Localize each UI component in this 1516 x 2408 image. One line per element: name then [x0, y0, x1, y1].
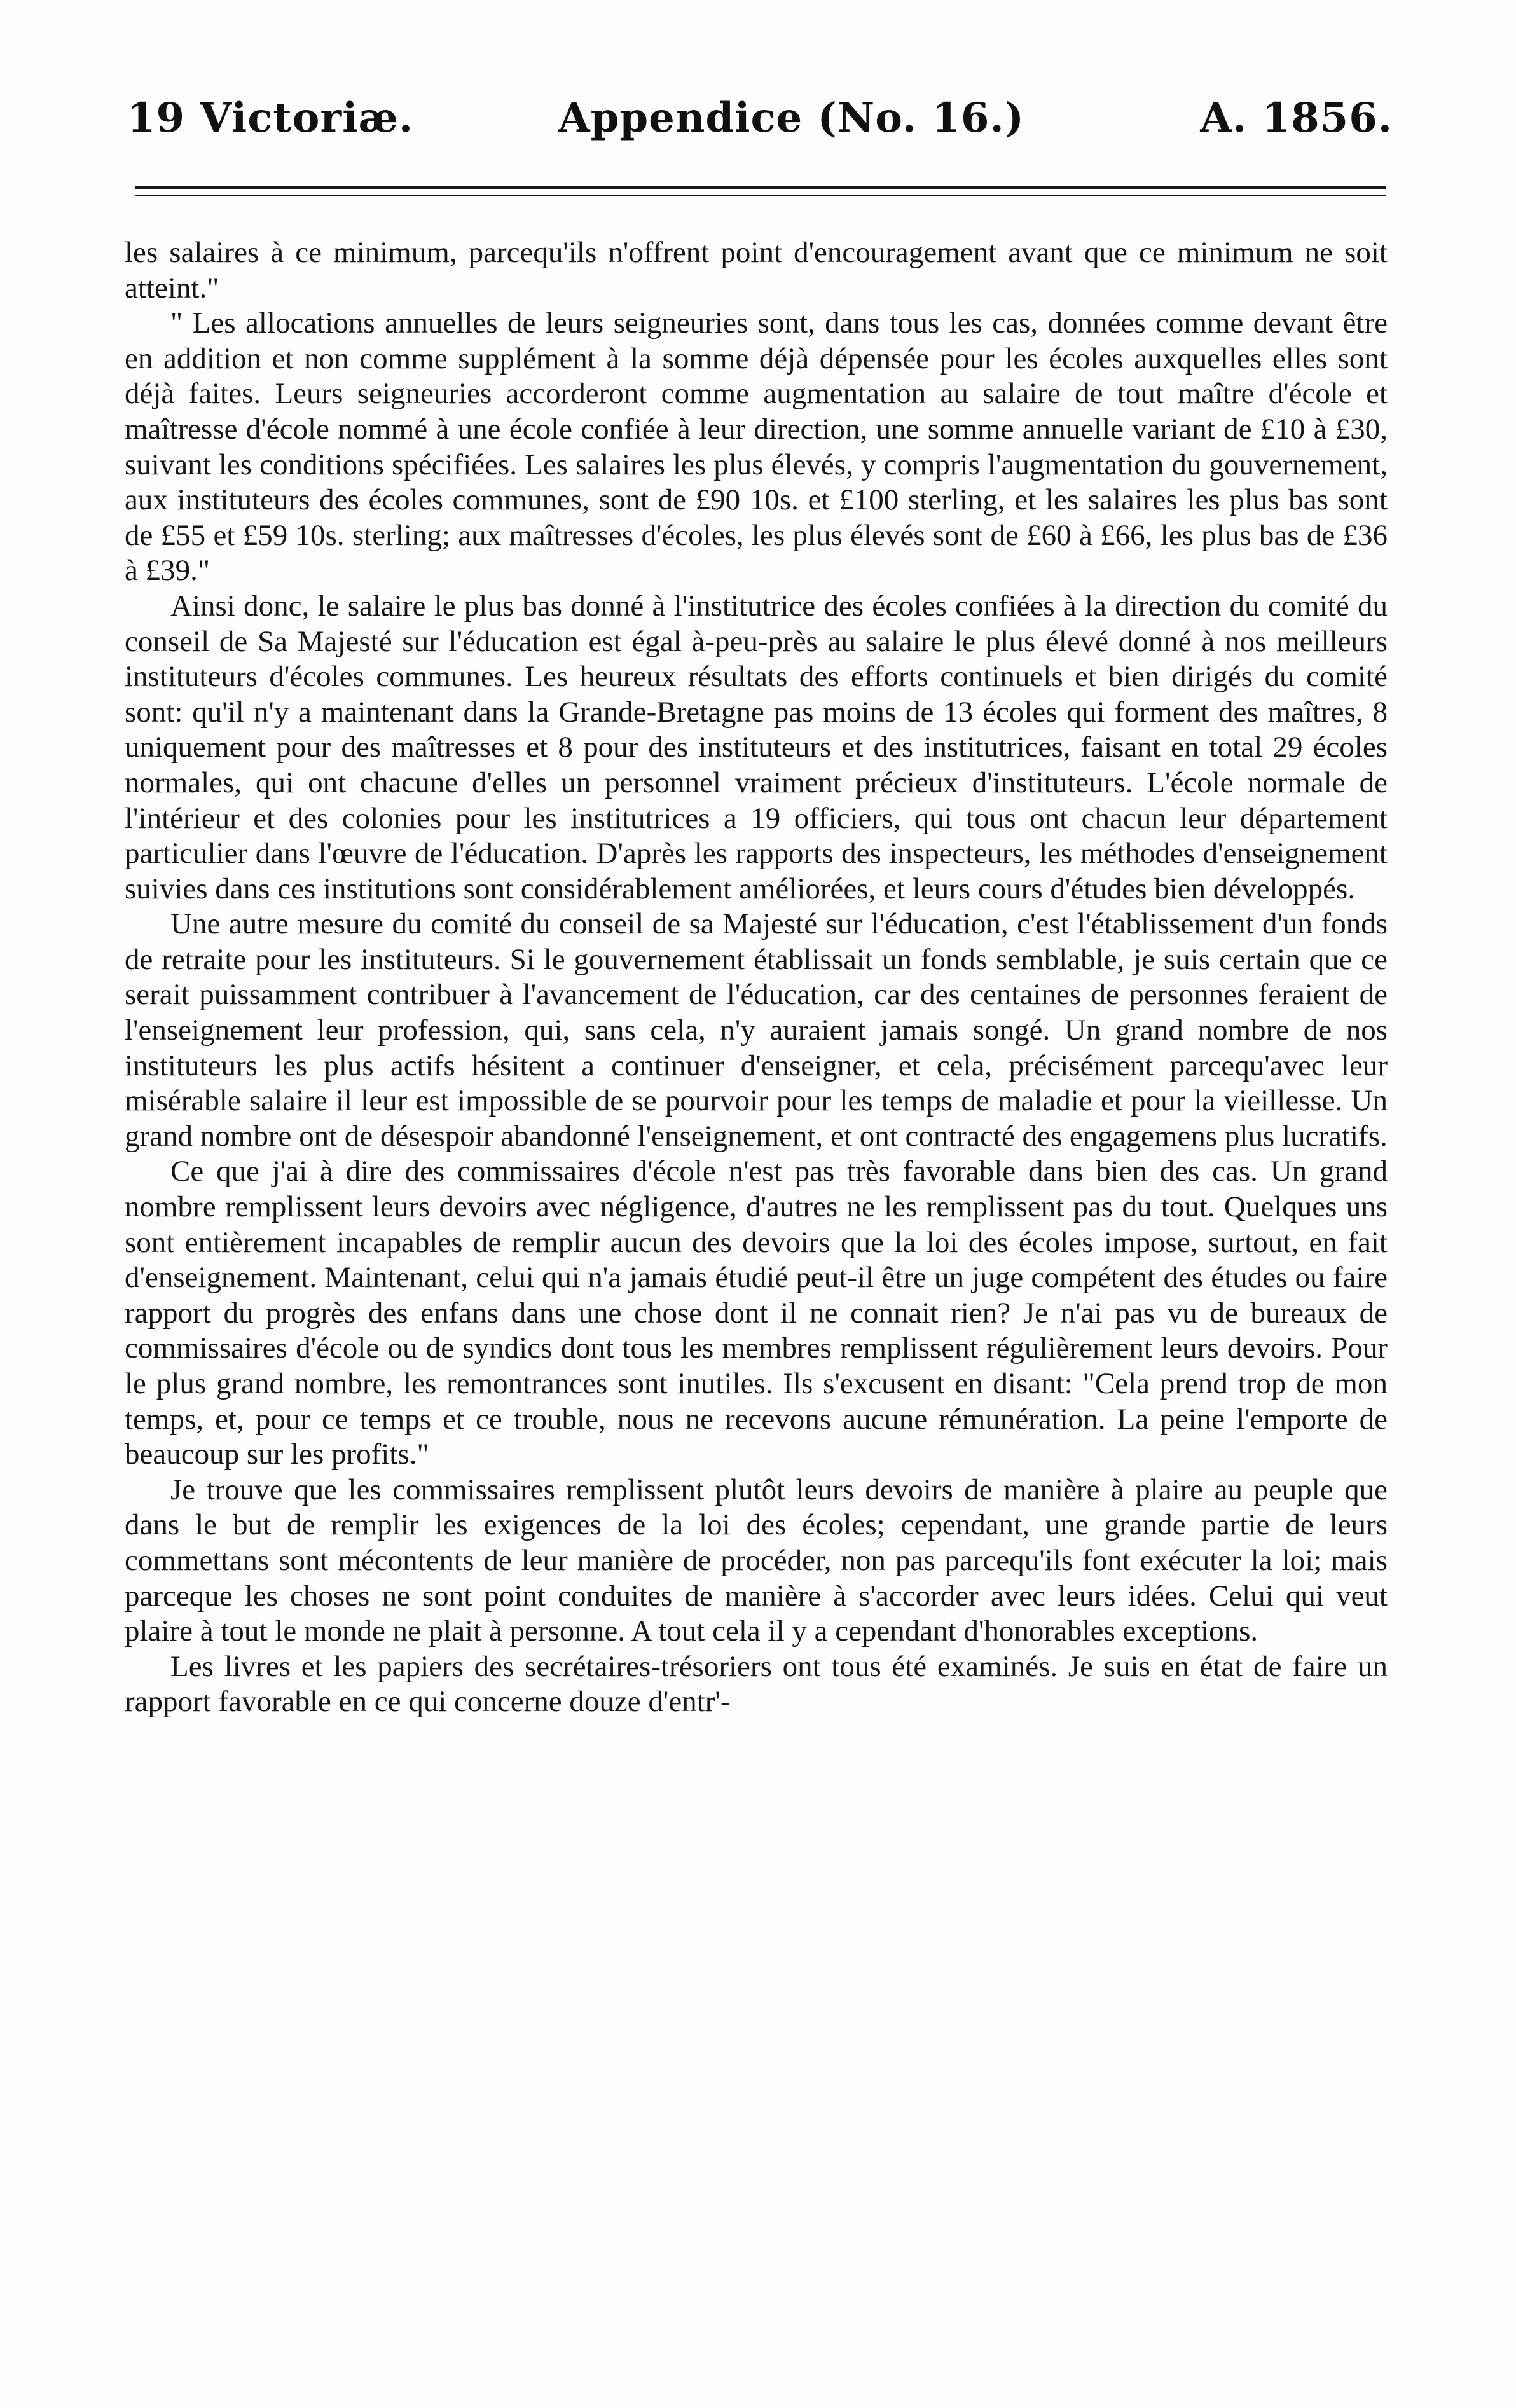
header-session: 19 Victoriæ. [127, 94, 414, 142]
header-title: Appendice (No. 16.) [558, 94, 1024, 142]
header-rule-thin [135, 195, 1386, 196]
paragraph-continuation: les salaires à ce minimum, parcequ'ils n'offrent point d'encouragement avant que ce minimum ne soit atteint." [125, 236, 1388, 305]
paragraph-allocations-quote: " Les allocations annuelles de leurs seigneuries sont, dans tous les cas, données comme devant être en addition et non comme supplément à la somme déjà dépensée pour les écoles auxquelles elles sont déjà faites. Leurs seigneuries accorderont comme augmentation au salaire de tout maître d'école et maîtresse d'école nommé à une école confiée à leur direction, une somme annuelle variant de £10 à £30, suivant les conditions spécifiées. Les salaires les plus élevés, y compris l'augmentation du gouvernement, aux instituteurs des écoles communes, sont de £90 10s. et £100 sterling, et les salaires les plus bas sont de £55 et £59 10s. sterling; aux maîtresses d'écoles, les plus élevés sont de £60 à £66, les plus bas de £36 à £39." [125, 306, 1388, 588]
body-text [125, 235, 1388, 1720]
paragraph-secretaires-tresoriers: Les livres et les papiers des secrétaires-trésoriers ont tous été examinés. Je suis en état de faire un rapport favorable en ce qui concerne douze d'entr'- [125, 1649, 1388, 1719]
running-header [127, 94, 1393, 158]
paragraph-commissaires: Ce que j'ai à dire des commissaires d'école n'est pas très favorable dans bien des cas. Un grand nombre remplissent leurs devoirs avec négligence, d'autres ne les remplissent pas du tout. Quelques uns sont entièrement incapables de remplir aucun des devoirs que la loi des écoles impose, surtout, en fait d'enseignement. Maintenant, celui qui n'a jamais étudié peut-il être un juge compétent des études ou faire rapport du progrès des enfans dans une chose dont il ne connait rien? Je n'ai pas vu de bureaux de commissaires d'école ou de syndics dont tous les membres remplissent régulièrement leurs devoirs. Pour le plus grand nombre, les remontrances sont inutiles. Ils s'excusent en disant: "Cela prend trop de mon temps, et, pour ce temps et ce trouble, nous ne recevons aucune rémunération. La peine l'emporte de beaucoup sur les profits." [125, 1155, 1388, 1471]
header-year: A. 1856. [1200, 94, 1393, 142]
paragraph-salaire-institutrice: Ainsi donc, le salaire le plus bas donné à l'institutrice des écoles confiées à la direction du comité du conseil de Sa Majesté sur l'éducation est égal à-peu-près au salaire le plus élevé donné à nos meilleurs instituteurs d'écoles communes. Les heureux résultats des efforts continuels et bien dirigés du comité sont: qu'il n'y a maintenant dans la Grande-Bretagne pas moins de 13 écoles qui forment des maîtres, 8 uniquement pour des maîtresses et 8 pour des instituteurs et des institutrices, faisant en total 29 écoles normales, qui ont chacune d'elles un personnel vraiment précieux d'instituteurs. L'école normale de l'intérieur et des colonies pour les institutrices a 19 officiers, qui tous ont chacun leur département particulier dans l'œuvre de l'éducation. D'après les rapports des inspecteurs, les méthodes d'enseignement suivies dans ces institutions sont considérablement améliorées, et leurs cours d'études bien développés. [125, 589, 1388, 905]
paragraph-fonds-retraite: Une autre mesure du comité du conseil de sa Majesté sur l'éducation, c'est l'établissement d'un fonds de retraite pour les instituteurs. Si le gouvernement établissait un fonds semblable, je suis certain que ce serait puissamment contribuer à l'avancement de l'éducation, car des centaines de personnes feraient de l'enseignement leur profession, qui, sans cela, n'y auraient jamais songé. Un grand nombre de nos instituteurs les plus actifs hésitent a continuer d'enseigner, et cela, précisément parcequ'avec leur misérable salaire il leur est impossible de se pourvoir pour les temps de maladie et pour la vieillesse. Un grand nombre ont de désespoir abandonné l'enseignement, et ont contracté des engagemens plus lucratifs. [125, 907, 1388, 1153]
paragraph-plaire-au-peuple: Je trouve que les commissaires remplissent plutôt leurs devoirs de manière à plaire au peuple que dans le but de remplir les exigences de la loi des écoles; cependant, une grande partie de leurs commettans sont mécontents de leur manière de procéder, non pas parcequ'ils font exécuter la loi; mais parceque les choses ne sont point conduites de manière à s'accorder avec leurs idées. Celui qui veut plaire à tout le monde ne plait à personne. A tout cela il y a cependant d'honorables exceptions. [125, 1473, 1388, 1648]
header-rule-thick [135, 186, 1386, 189]
